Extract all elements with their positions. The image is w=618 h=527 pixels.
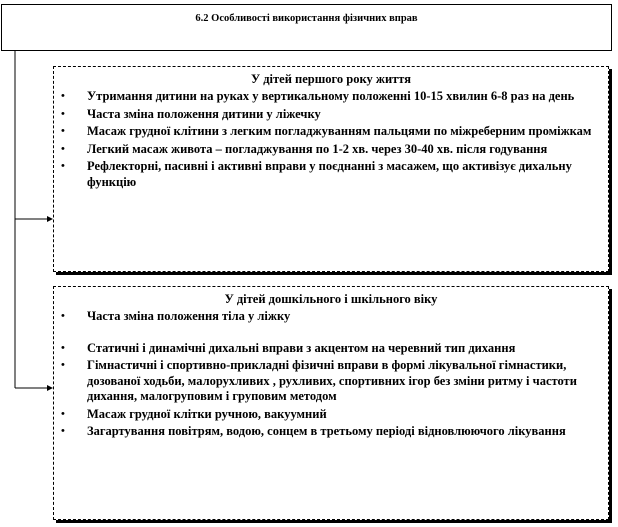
school-panel <box>53 286 609 520</box>
list-item <box>61 89 602 105</box>
list-item-text: Загартування повітрям, водою, сонцем в третьому періоді відновлюючого лікування <box>87 424 566 438</box>
list-item-text: Утримання дитини на руках у вертикальному положенні 10-15 хвилин 6-8 раз на день <box>87 89 575 103</box>
school-panel-title: У дітей дошкільного і шкільного віку <box>224 292 438 306</box>
bullet-icon: • <box>61 142 65 155</box>
list-item-text: Часта зміна положення дитини у ліжечку <box>87 106 321 121</box>
list-item-text: Статичні і динамічні дихальні вправи з акцентом на черевний тип дихання <box>87 340 516 355</box>
bullet-icon: • <box>61 310 65 322</box>
infants-panel-title: У дітей першого року життя <box>250 72 412 86</box>
list-item <box>61 141 602 158</box>
list-item <box>61 424 602 440</box>
list-item <box>61 406 602 423</box>
header-box <box>1 4 612 51</box>
list-item-text: Масаж грудної клітки ручною, вакуумний <box>87 406 327 421</box>
infants-list <box>54 89 608 190</box>
list-item <box>61 309 602 325</box>
list-item-text: Масаж грудної клітини з легким погладжуванням пальцями по міжреберним проміжкам <box>87 124 592 138</box>
list-item-text: Часта зміна положення тіла у ліжку <box>87 309 291 323</box>
infants-panel <box>53 66 609 272</box>
list-item <box>61 358 602 405</box>
bullet-icon: • <box>61 90 65 102</box>
list-item-text: Гімнастичні і спортивно-прикладні фізичні вправи в формі лікувальної гімнастики, дозованої ходьби, малорухливих , рухливих, спортивних ігор без зміни ритму і частоти дихання, малогруповим і груповим методом <box>87 358 577 403</box>
bullet-icon: • <box>61 160 65 172</box>
list-item-text: Рефлекторні, пасивні і активні вправи у поєднанні з масажем, що активізує дихальну функцію <box>87 159 572 189</box>
list-item <box>61 340 602 357</box>
list-item-text: Легкий масаж живота – погладжування по 1-2 хв. через 30-40 хв. після годування <box>87 141 548 156</box>
bullet-icon: • <box>61 107 65 120</box>
list-item <box>61 124 602 140</box>
list-item <box>61 106 602 123</box>
list-item <box>61 159 602 190</box>
bullet-icon: • <box>61 425 65 437</box>
bullet-icon: • <box>61 125 65 137</box>
school-list <box>54 309 608 440</box>
header-title: 6.2 Особливості використання фізичних вправ <box>195 13 418 24</box>
bullet-icon: • <box>61 341 65 354</box>
bullet-icon: • <box>61 407 65 420</box>
bullet-icon: • <box>61 359 65 371</box>
